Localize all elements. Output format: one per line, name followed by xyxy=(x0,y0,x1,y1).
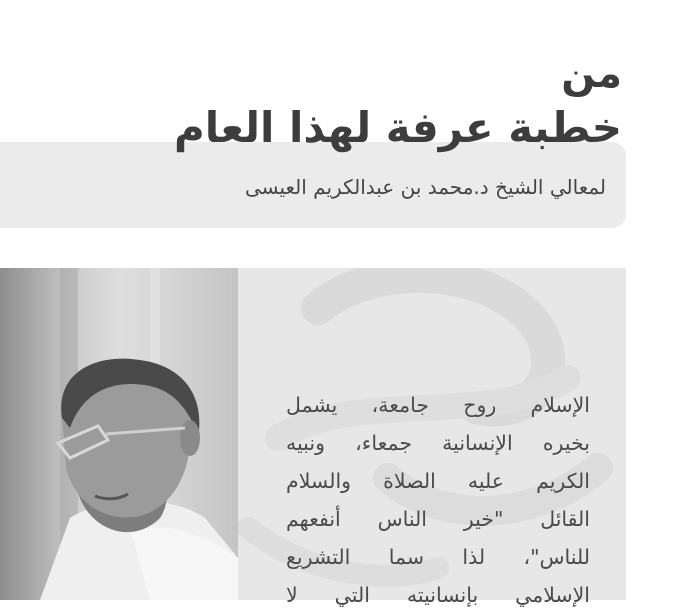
article-line: للناس"، لذا سما التشريع xyxy=(286,545,590,569)
article-line: الكريم عليه الصلاة والسلام xyxy=(286,469,590,493)
article-line: بخيره الإنسانية جمعاء، ونبيه xyxy=(286,431,590,455)
article-line: الإسلامي بإنسانيته التي لا xyxy=(286,583,590,607)
article-body xyxy=(286,386,590,614)
speaker-photo xyxy=(0,268,238,600)
article-line: الإسلام روح جامعة، يشمل xyxy=(286,393,590,417)
page-title-line-1: من xyxy=(561,51,622,97)
author-subtitle: لمعالي الشيخ د.محمد بن عبدالكريم العيسى xyxy=(244,175,606,199)
page-title-line-2: خطبة عرفة لهذا العام xyxy=(173,103,622,152)
article-line: القائل "خير الناس أنفعهم xyxy=(286,507,590,531)
